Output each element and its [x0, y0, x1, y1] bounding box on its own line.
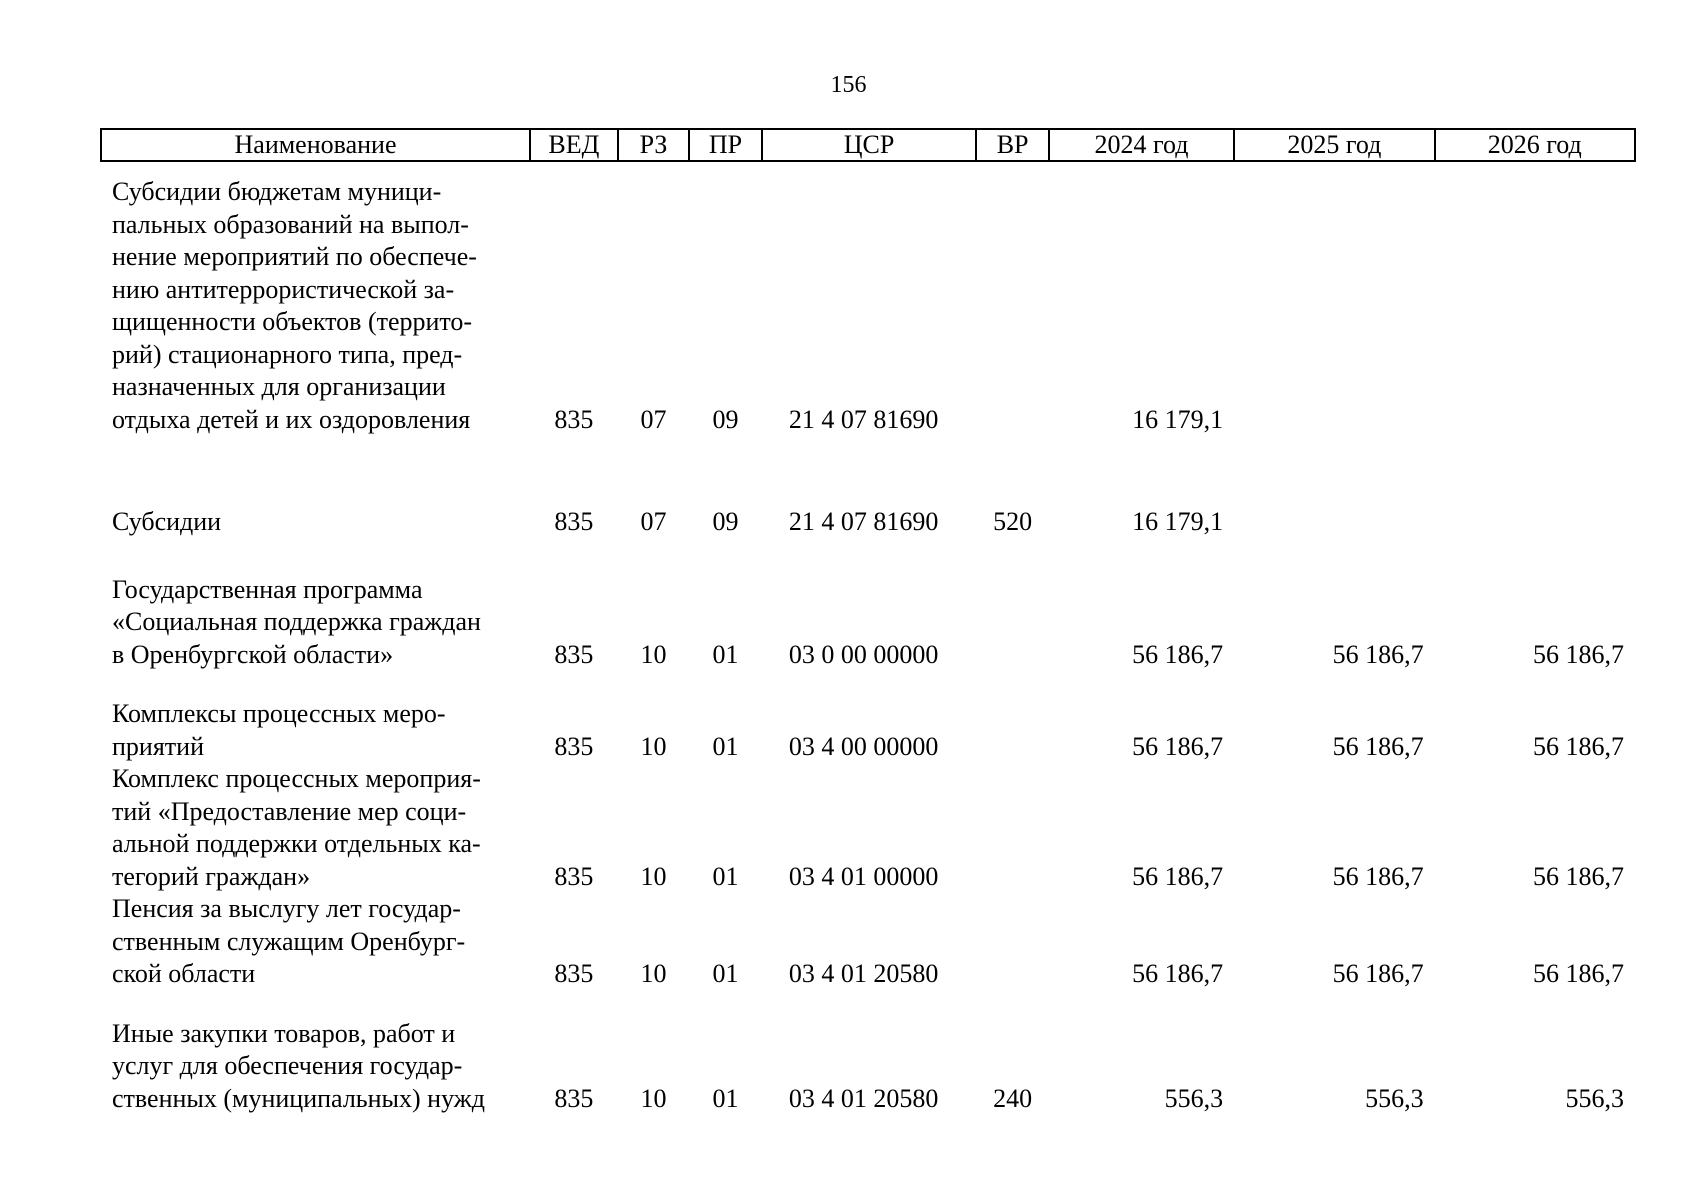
cell-vr [976, 161, 1049, 467]
cell-2025: 56 186,7 [1332, 861, 1424, 891]
cell-rz: 10 [640, 959, 667, 988]
name-line: Субсидии бюджетам муници- [112, 177, 442, 206]
cell-ved: 835 [554, 404, 594, 434]
name-line: нию антитеррористической за- [112, 274, 455, 304]
table-row [101, 685, 1635, 763]
table-row [101, 467, 1635, 557]
cell-vr [976, 685, 1049, 763]
cell-vr [976, 763, 1049, 893]
cell-csr: 21 4 07 81690 [788, 507, 939, 536]
table-row [101, 161, 1635, 467]
name-line: пальных образований на выпол- [112, 209, 469, 239]
cell-ved: 835 [554, 861, 594, 891]
name-line: приятий [112, 731, 204, 761]
cell-vr: 520 [993, 507, 1033, 536]
header-2026: 2026 год [1435, 129, 1635, 161]
cell-rz: 10 [640, 861, 667, 891]
name-line: рий) стационарного типа, пред- [112, 339, 463, 369]
table-row [101, 763, 1635, 893]
cell-name [101, 685, 530, 763]
cell-2026: 56 186,7 [1533, 861, 1624, 891]
name-line: Субсидии [112, 507, 222, 536]
name-line: ственных (муниципальных) нужд [112, 1083, 485, 1113]
name-line: Пенсия за выслугу лет государ- [112, 894, 461, 923]
cell-2024: 56 186,7 [1132, 861, 1224, 891]
cell-2025: 556,3 [1365, 1083, 1424, 1113]
name-line: Комплекс процессных мероприя- [112, 764, 481, 793]
cell-2024: 56 186,7 [1132, 639, 1224, 669]
cell-csr: 03 4 01 20580 [788, 1083, 939, 1113]
name-line: Иные закупки товаров, работ и [112, 1018, 456, 1048]
cell-vr [976, 893, 1049, 1005]
cell-2025 [1234, 161, 1434, 467]
cell-pr: 09 [712, 507, 739, 536]
cell-pr: 01 [712, 1083, 739, 1113]
cell-ved: 835 [554, 1083, 594, 1113]
cell-rz: 07 [640, 404, 667, 434]
cell-rz: 10 [640, 731, 667, 761]
cell-2026: 56 186,7 [1533, 959, 1624, 988]
budget-table [100, 128, 1636, 1115]
header-name: Наименование [101, 129, 530, 161]
cell-pr: 01 [712, 959, 739, 988]
cell-pr: 09 [712, 404, 739, 434]
cell-name [101, 557, 530, 686]
name-line: нение мероприятий по обеспече- [112, 242, 477, 271]
name-line: назначенных для организации [112, 372, 446, 401]
cell-2025: 56 186,7 [1332, 731, 1424, 761]
name-line: щищенности объектов (террито- [112, 307, 473, 336]
cell-rz: 10 [640, 639, 667, 669]
cell-2024: 16 179,1 [1132, 507, 1224, 536]
cell-2026: 556,3 [1565, 1083, 1624, 1113]
cell-2024: 16 179,1 [1132, 404, 1224, 434]
cell-2026 [1435, 161, 1635, 467]
name-line: альной поддержки отдельных ка- [112, 829, 481, 858]
cell-2024: 56 186,7 [1132, 959, 1224, 988]
cell-2024: 556,3 [1164, 1083, 1224, 1113]
name-line: тий «Предоставление мер соци- [112, 796, 467, 826]
cell-ved: 835 [554, 731, 594, 761]
cell-name [101, 467, 530, 557]
table-row [101, 1005, 1635, 1116]
cell-csr: 03 4 01 00000 [788, 861, 939, 891]
name-line: тегорий граждан» [112, 861, 311, 891]
cell-pr: 01 [712, 639, 739, 669]
header-rz: РЗ [618, 129, 690, 161]
cell-ved: 835 [554, 959, 594, 988]
header-pr: ПР [689, 129, 762, 161]
cell-2025: 56 186,7 [1332, 639, 1424, 669]
table-row [101, 557, 1635, 686]
cell-2025: 56 186,7 [1332, 959, 1424, 988]
page-number: 156 [830, 72, 867, 98]
name-line: Государственная программа [112, 574, 423, 604]
name-line: «Социальная поддержка граждан [112, 607, 481, 636]
table-row [101, 893, 1635, 1005]
name-line: в Оренбургской области» [112, 639, 394, 669]
cell-2026 [1435, 467, 1635, 557]
cell-rz: 07 [640, 507, 667, 536]
cell-ved: 835 [554, 639, 594, 669]
cell-csr: 21 4 07 81690 [788, 404, 939, 434]
cell-2026: 56 186,7 [1533, 731, 1624, 761]
cell-vr [976, 557, 1049, 686]
cell-2026: 56 186,7 [1533, 639, 1624, 669]
name-line: отдыха детей и их оздоровления [112, 404, 471, 434]
name-line: ственным служащим Оренбург- [112, 926, 466, 956]
cell-rz: 10 [640, 1083, 667, 1113]
name-line: услуг для обеспечения государ- [112, 1051, 463, 1080]
cell-vr: 240 [993, 1083, 1033, 1113]
header-row [101, 129, 1635, 161]
header-ved: ВЕД [530, 129, 618, 161]
cell-csr: 03 0 00 00000 [788, 639, 939, 669]
cell-pr: 01 [712, 861, 739, 891]
cell-pr: 01 [712, 731, 739, 761]
cell-name [101, 1005, 530, 1116]
name-line: Комплексы процессных меро- [112, 699, 446, 728]
header-2025: 2025 год [1234, 129, 1434, 161]
cell-name [101, 763, 530, 893]
cell-name [101, 161, 530, 467]
cell-name [101, 893, 530, 1005]
cell-ved: 835 [554, 507, 594, 536]
header-csr: ЦСР [762, 129, 977, 161]
cell-csr: 03 4 01 20580 [788, 959, 939, 988]
cell-2024: 56 186,7 [1132, 731, 1224, 761]
header-2024: 2024 год [1049, 129, 1234, 161]
cell-csr: 03 4 00 00000 [788, 731, 939, 761]
header-vr: ВР [976, 129, 1049, 161]
cell-2025 [1234, 467, 1434, 557]
name-line: ской области [112, 959, 256, 988]
